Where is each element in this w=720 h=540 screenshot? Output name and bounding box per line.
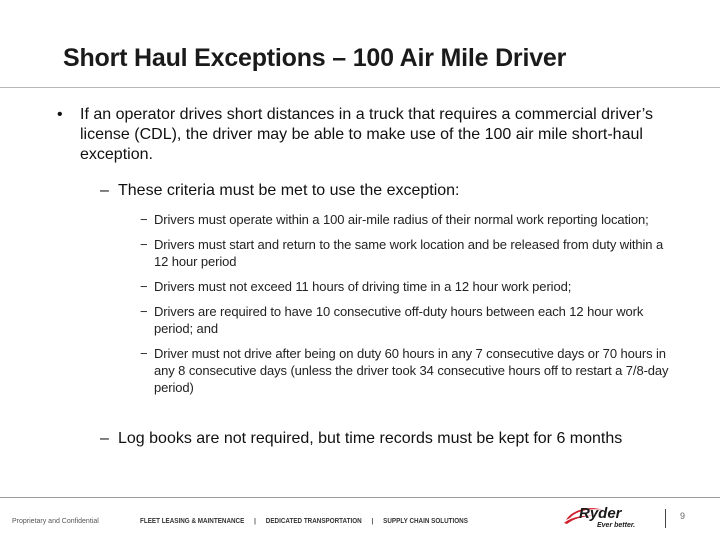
- dash-marker: −: [140, 304, 148, 319]
- logo-wordmark: Ryder: [579, 505, 622, 522]
- footer-divider: [0, 497, 720, 498]
- dash-marker: −: [140, 279, 148, 294]
- dash-marker: −: [140, 212, 148, 227]
- confidential-label: Proprietary and Confidential: [12, 518, 99, 525]
- criteria-item: [140, 303, 680, 337]
- ryder-logo: [563, 503, 655, 529]
- service-separator: |: [254, 518, 256, 525]
- criteria-item: [140, 345, 680, 396]
- logo-tagline: Ever better.: [597, 522, 636, 529]
- main-bullet: [57, 105, 697, 165]
- criteria-item-text: Drivers are required to have 10 consecutive off-duty hours between each 12 hour work period; and: [154, 304, 644, 336]
- services-strip: [140, 518, 468, 525]
- criteria-item: [140, 278, 680, 295]
- service-supply-chain: SUPPLY CHAIN SOLUTIONS: [383, 518, 468, 525]
- logo-divider: [665, 509, 666, 528]
- main-bullet-text: If an operator drives short distances in a truck that requires a commercial driver’s license (CDL), the driver may be able to make use of the 100 air mile short-haul exception.: [80, 106, 653, 163]
- log-books-note: [100, 429, 710, 449]
- criteria-heading-text: These criteria must be met to use the exception:: [118, 182, 460, 199]
- bullet-marker: •: [57, 106, 63, 123]
- criteria-item-text: Drivers must operate within a 100 air-mile radius of their normal work reporting location;: [154, 212, 649, 227]
- criteria-item: [140, 236, 680, 270]
- page-number: 9: [680, 511, 686, 521]
- service-separator: |: [371, 518, 374, 525]
- criteria-item-text: Drivers must not exceed 11 hours of driving time in a 12 hour work period;: [154, 279, 572, 294]
- criteria-list: [140, 211, 680, 404]
- service-dedicated-transportation: DEDICATED TRANSPORTATION: [265, 518, 362, 525]
- dash-marker: –: [100, 182, 109, 199]
- criteria-item-text: Drivers must start and return to the same work location and be released from duty within a 12 hour period: [154, 237, 664, 269]
- slide-title: Short Haul Exceptions – 100 Air Mile Driver: [63, 44, 567, 72]
- criteria-item: [140, 211, 680, 228]
- criteria-item-text: Driver must not drive after being on duty 60 hours in any 7 consecutive days or 70 hours in any 8 consecutive days (unless the driver took 34 consecutive hours off to restart a 7/8-day period): [154, 346, 669, 395]
- service-fleet-leasing: FLEET LEASING & MAINTENANCE: [140, 518, 245, 525]
- criteria-heading: [100, 181, 710, 201]
- dash-marker: −: [140, 237, 148, 252]
- log-books-note-text: Log books are not required, but time records must be kept for 6 months: [118, 430, 623, 447]
- dash-marker: −: [140, 346, 148, 361]
- dash-marker: –: [100, 430, 109, 447]
- title-divider: [0, 87, 720, 88]
